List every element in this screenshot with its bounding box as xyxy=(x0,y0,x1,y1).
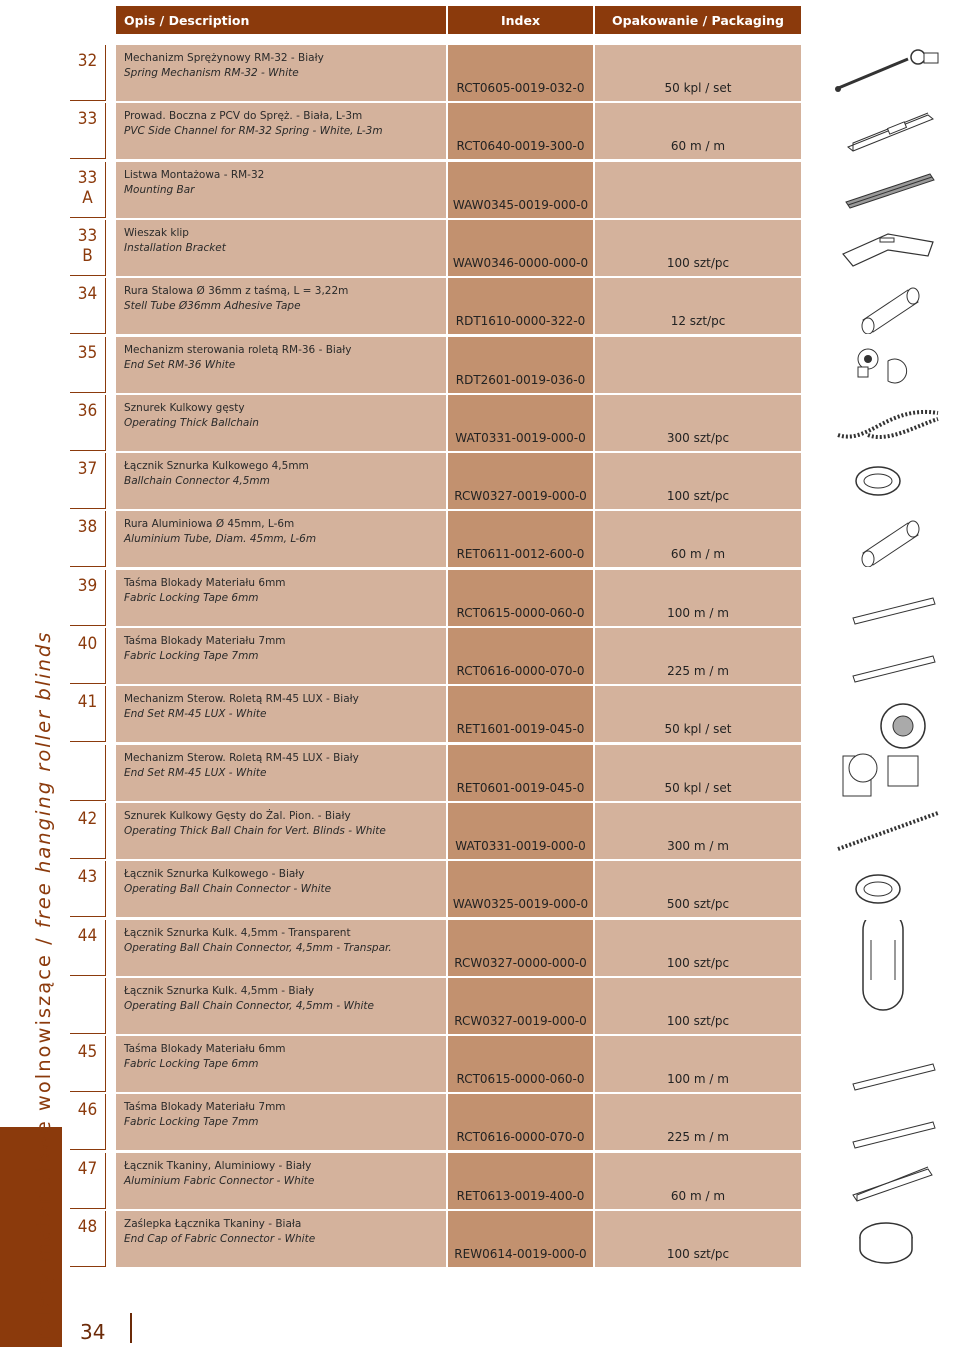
item-packaging: 500 szt/pc xyxy=(595,861,801,917)
description-en: End Set RM-45 LUX - White xyxy=(124,766,267,779)
description-en: Mounting Bar xyxy=(124,183,195,196)
item-number: 46 xyxy=(70,1094,106,1150)
item-description xyxy=(116,861,446,917)
table-row xyxy=(0,686,960,742)
description-en: Aluminium Fabric Connector - White xyxy=(124,1174,315,1187)
item-packaging: 100 szt/pc xyxy=(595,453,801,509)
table-row xyxy=(0,1153,960,1209)
table-row xyxy=(0,920,960,976)
description-pl: Sznurek Kulkowy Gęsty do Żal. Pion. - Biały xyxy=(124,809,351,822)
item-index: RCW0327-0000-000-0 xyxy=(448,920,593,976)
item-packaging: 300 szt/pc xyxy=(595,395,801,451)
item-number: 40 xyxy=(70,628,106,684)
item-packaging: 100 szt/pc xyxy=(595,920,801,976)
side-channel-icon xyxy=(808,103,958,159)
item-description xyxy=(116,511,446,567)
item-packaging: 60 m / m xyxy=(595,1153,801,1209)
table-row xyxy=(0,278,960,334)
item-number: 43 xyxy=(70,861,106,917)
page-number: 34 xyxy=(80,1320,106,1344)
item-description xyxy=(116,220,446,276)
item-packaging: 100 szt/pc xyxy=(595,978,801,1034)
item-number: 44 xyxy=(70,920,106,976)
item-index: WAT0331-0019-000-0 xyxy=(448,395,593,451)
item-number: 42 xyxy=(70,803,106,859)
item-packaging: 225 m / m xyxy=(595,628,801,684)
description-pl: Rura Aluminiowa Ø 45mm, L-6m xyxy=(124,518,295,531)
description-pl: Zaślepka Łącznika Tkaniny - Biała xyxy=(124,1218,302,1230)
item-index: RCT0615-0000-060-0 xyxy=(448,570,593,626)
item-index: WAW0346-0000-000-0 xyxy=(448,220,593,276)
description-en: Fabric Locking Tape 7mm xyxy=(124,1116,259,1129)
item-index: WAW0325-0019-000-0 xyxy=(448,861,593,917)
item-index: RCT0616-0000-070-0 xyxy=(448,1094,593,1150)
ballchain-icon xyxy=(808,395,958,451)
tape-icon xyxy=(808,628,958,684)
table-row xyxy=(0,861,960,917)
header-description: Opis / Description xyxy=(116,6,446,34)
item-number: 36 xyxy=(70,395,106,451)
table-row xyxy=(0,511,960,567)
item-number: 33 A xyxy=(70,162,106,218)
description-pl: Mechanizm sterowania roletą RM-36 - Biały xyxy=(124,343,352,356)
item-description xyxy=(116,803,446,859)
item-index: RDT1610-0000-322-0 xyxy=(448,278,593,334)
item-number: 32 xyxy=(70,45,106,101)
item-description xyxy=(116,103,446,159)
description-en: Spring Mechanism RM-32 - White xyxy=(124,67,299,79)
item-number: 34 xyxy=(70,278,106,334)
item-index: RCT0615-0000-060-0 xyxy=(448,1036,593,1092)
item-packaging: 225 m / m xyxy=(595,1094,801,1150)
page-divider xyxy=(130,1313,132,1343)
item-index: RCT0616-0000-070-0 xyxy=(448,628,593,684)
fabric-connector-icon xyxy=(808,1153,958,1209)
description-pl: Taśma Blokady Materiału 6mm xyxy=(124,1043,286,1056)
table-row xyxy=(0,337,960,393)
item-packaging: 100 m / m xyxy=(595,1036,801,1092)
description-pl: Łącznik Sznurka Kulkowego 4,5mm xyxy=(124,460,309,473)
item-description xyxy=(116,453,446,509)
table-row xyxy=(0,1036,960,1092)
item-packaging: 50 kpl / set xyxy=(595,745,801,801)
description-pl: Mechanizm Sterow. Roletą RM-45 LUX - Biały xyxy=(124,751,359,764)
item-number xyxy=(70,978,106,1034)
item-description xyxy=(116,395,446,451)
description-pl: Wieszak klip xyxy=(124,226,189,239)
description-en: Operating Ball Chain Connector - White xyxy=(124,883,332,896)
table-row xyxy=(0,162,960,218)
item-index: WAW0345-0019-000-0 xyxy=(448,162,593,218)
item-packaging: 60 m / m xyxy=(595,103,801,159)
description-pl: Taśma Blokady Materiału 7mm xyxy=(124,1101,286,1114)
description-en: Operating Ball Chain Connector, 4,5mm - White xyxy=(124,999,374,1012)
item-number: 35 xyxy=(70,337,106,393)
description-en: Fabric Locking Tape 7mm xyxy=(124,650,259,662)
item-number: 45 xyxy=(70,1036,106,1092)
item-index: RCW0327-0019-000-0 xyxy=(448,978,593,1034)
description-pl: Łącznik Sznurka Kulk. 4,5mm - Transparent xyxy=(124,926,351,939)
item-number: 41 xyxy=(70,686,106,742)
description-en: Fabric Locking Tape 6mm xyxy=(124,1058,259,1071)
item-index: RDT2601-0019-036-0 xyxy=(448,337,593,393)
description-pl: Łącznik Tkaniny, Aluminiowy - Biały xyxy=(124,1159,312,1172)
end-cap-icon xyxy=(808,1211,958,1267)
item-packaging: 100 m / m xyxy=(595,570,801,626)
description-pl: Prowad. Boczna z PCV do Spręż. - Biała, L-3m xyxy=(124,110,363,123)
item-description xyxy=(116,628,446,684)
item-packaging: 50 kpl / set xyxy=(595,45,801,101)
item-description xyxy=(116,278,446,334)
item-index: RET0611-0012-600-0 xyxy=(448,511,593,567)
end-set-icon xyxy=(808,337,958,393)
item-number: 37 xyxy=(70,453,106,509)
table-row xyxy=(0,45,960,101)
description-en: Operating Thick Ballchain xyxy=(124,416,259,429)
header-packaging: Opakowanie / Packaging xyxy=(595,6,801,34)
description-en: Aluminium Tube, Diam. 45mm, L-6m xyxy=(124,533,317,546)
tape-icon xyxy=(808,1094,958,1150)
item-description xyxy=(116,162,446,218)
item-description xyxy=(116,1036,446,1092)
table-row xyxy=(0,803,960,859)
tape-icon xyxy=(808,1036,958,1092)
table-row xyxy=(0,745,960,801)
description-en: Operating Ball Chain Connector, 4,5mm - Transpar. xyxy=(124,941,392,954)
item-packaging: 100 szt/pc xyxy=(595,1211,801,1267)
tube-icon xyxy=(808,278,958,334)
description-en: Stell Tube Ø36mm Adhesive Tape xyxy=(124,300,301,313)
table-row xyxy=(0,570,960,626)
item-index: RCT0605-0019-032-0 xyxy=(448,45,593,101)
category-label: rolety materiałowe wolnowiszące / free hanging roller blinds xyxy=(32,630,55,1339)
item-description xyxy=(116,45,446,101)
description-en: Ballchain Connector 4,5mm xyxy=(124,475,270,488)
description-pl: Mechanizm Sterow. Roletą RM-45 LUX - Biały xyxy=(124,693,359,706)
table-row xyxy=(0,395,960,451)
ballchain-straight-icon xyxy=(808,803,958,859)
item-packaging: 60 m / m xyxy=(595,511,801,567)
item-packaging: 50 kpl / set xyxy=(595,686,801,742)
item-number: 33 xyxy=(70,103,106,159)
description-pl: Łącznik Sznurka Kulkowego - Biały xyxy=(124,868,305,881)
item-index: RCT0640-0019-300-0 xyxy=(448,103,593,159)
bracket-icon xyxy=(808,220,958,276)
item-packaging: 100 szt/pc xyxy=(595,220,801,276)
item-description xyxy=(116,978,446,1034)
item-number: 38 xyxy=(70,511,106,567)
item-description xyxy=(116,1211,446,1267)
mounting-bar-icon xyxy=(808,162,958,218)
table-row xyxy=(0,103,960,159)
tape-icon xyxy=(808,570,958,626)
item-index: WAT0331-0019-000-0 xyxy=(448,803,593,859)
description-pl: Łącznik Sznurka Kulk. 4,5mm - Biały xyxy=(124,984,315,997)
description-pl: Mechanizm Sprężynowy RM-32 - Biały xyxy=(124,52,324,64)
table-row xyxy=(0,1211,960,1267)
item-packaging xyxy=(595,162,801,218)
item-packaging: 300 m / m xyxy=(595,803,801,859)
table-row xyxy=(0,1094,960,1150)
item-description xyxy=(116,570,446,626)
item-number: 39 xyxy=(70,570,106,626)
description-en: End Cap of Fabric Connector - White xyxy=(124,1233,316,1245)
table-row xyxy=(0,453,960,509)
description-pl: Rura Stalowa Ø 36mm z taśmą, L = 3,22m xyxy=(124,285,349,298)
item-description xyxy=(116,920,446,976)
item-number: 47 xyxy=(70,1153,106,1209)
item-description xyxy=(116,1094,446,1150)
description-pl: Listwa Montażowa - RM-32 xyxy=(124,168,265,181)
tube-icon xyxy=(808,511,958,567)
connector-icon xyxy=(808,861,958,917)
item-index: RET0613-0019-400-0 xyxy=(448,1153,593,1209)
item-description xyxy=(116,686,446,742)
item-index: REW0614-0019-000-0 xyxy=(448,1211,593,1267)
description-en: Fabric Locking Tape 6mm xyxy=(124,591,259,604)
description-en: End Set RM-36 White xyxy=(124,358,236,371)
item-packaging: 12 szt/pc xyxy=(595,278,801,334)
table-row xyxy=(0,220,960,276)
item-description xyxy=(116,1153,446,1209)
description-en: PVC Side Channel for RM-32 Spring - White, L-3m xyxy=(124,125,383,138)
item-index: RET0601-0019-045-0 xyxy=(448,745,593,801)
item-packaging xyxy=(595,337,801,393)
description-pl: Sznurek Kulkowy gęsty xyxy=(124,401,245,414)
item-description xyxy=(116,745,446,801)
item-description xyxy=(116,337,446,393)
connector-icon xyxy=(808,453,958,509)
description-en: End Set RM-45 LUX - White xyxy=(124,708,267,721)
item-number xyxy=(70,745,106,801)
spring-mechanism-icon xyxy=(808,45,958,101)
item-number: 48 xyxy=(70,1211,106,1267)
description-en: Operating Thick Ball Chain for Vert. Blinds - White xyxy=(124,824,386,837)
item-number: 33 B xyxy=(70,220,106,276)
description-en: Installation Bracket xyxy=(124,241,226,254)
header-index: Index xyxy=(448,6,593,34)
table-row xyxy=(0,628,960,684)
item-index: RCW0327-0019-000-0 xyxy=(448,453,593,509)
table-row xyxy=(0,978,960,1034)
item-index: RET1601-0019-045-0 xyxy=(448,686,593,742)
description-pl: Taśma Blokady Materiału 7mm xyxy=(124,635,286,647)
description-pl: Taśma Blokady Materiału 6mm xyxy=(124,576,286,589)
